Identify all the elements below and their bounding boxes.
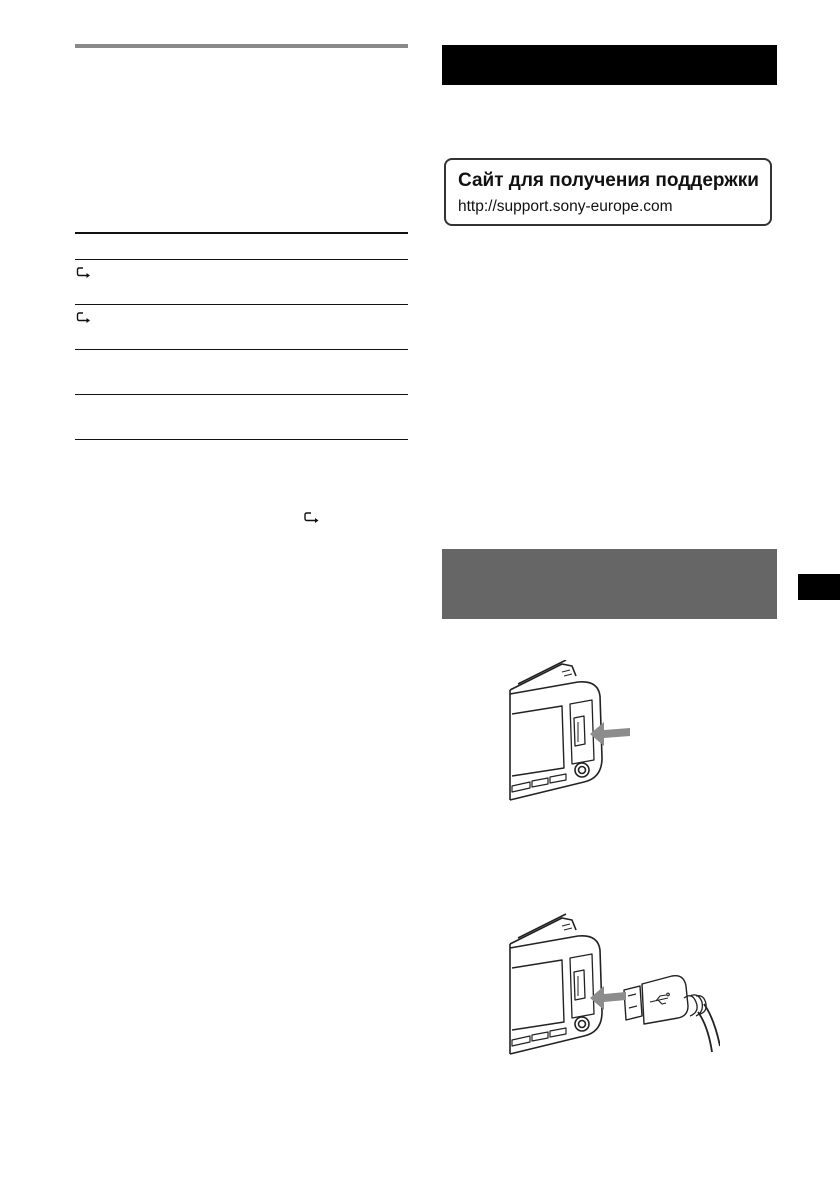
section-header-bar (442, 45, 777, 85)
table-row-divider (75, 304, 408, 305)
section-header-bar-gray (442, 549, 777, 619)
support-site-box (444, 158, 772, 226)
table-row-divider (75, 349, 408, 350)
support-site-title: Сайт для получения поддержки (458, 170, 759, 191)
repeat-icon (303, 511, 321, 525)
repeat-icon (76, 266, 92, 280)
repeat-icon (76, 311, 92, 325)
section-rule (75, 44, 408, 48)
language-side-tab (798, 574, 840, 600)
support-site-url[interactable]: http://support.sony-europe.com (458, 198, 673, 215)
panel-illustration (500, 660, 635, 810)
usb-icon (650, 993, 669, 1004)
table-bottom-rule (75, 439, 408, 440)
table-top-rule (75, 232, 408, 234)
table-row-divider (75, 259, 408, 260)
table-row-divider (75, 394, 408, 395)
usb-connection-illustration (500, 912, 720, 1070)
